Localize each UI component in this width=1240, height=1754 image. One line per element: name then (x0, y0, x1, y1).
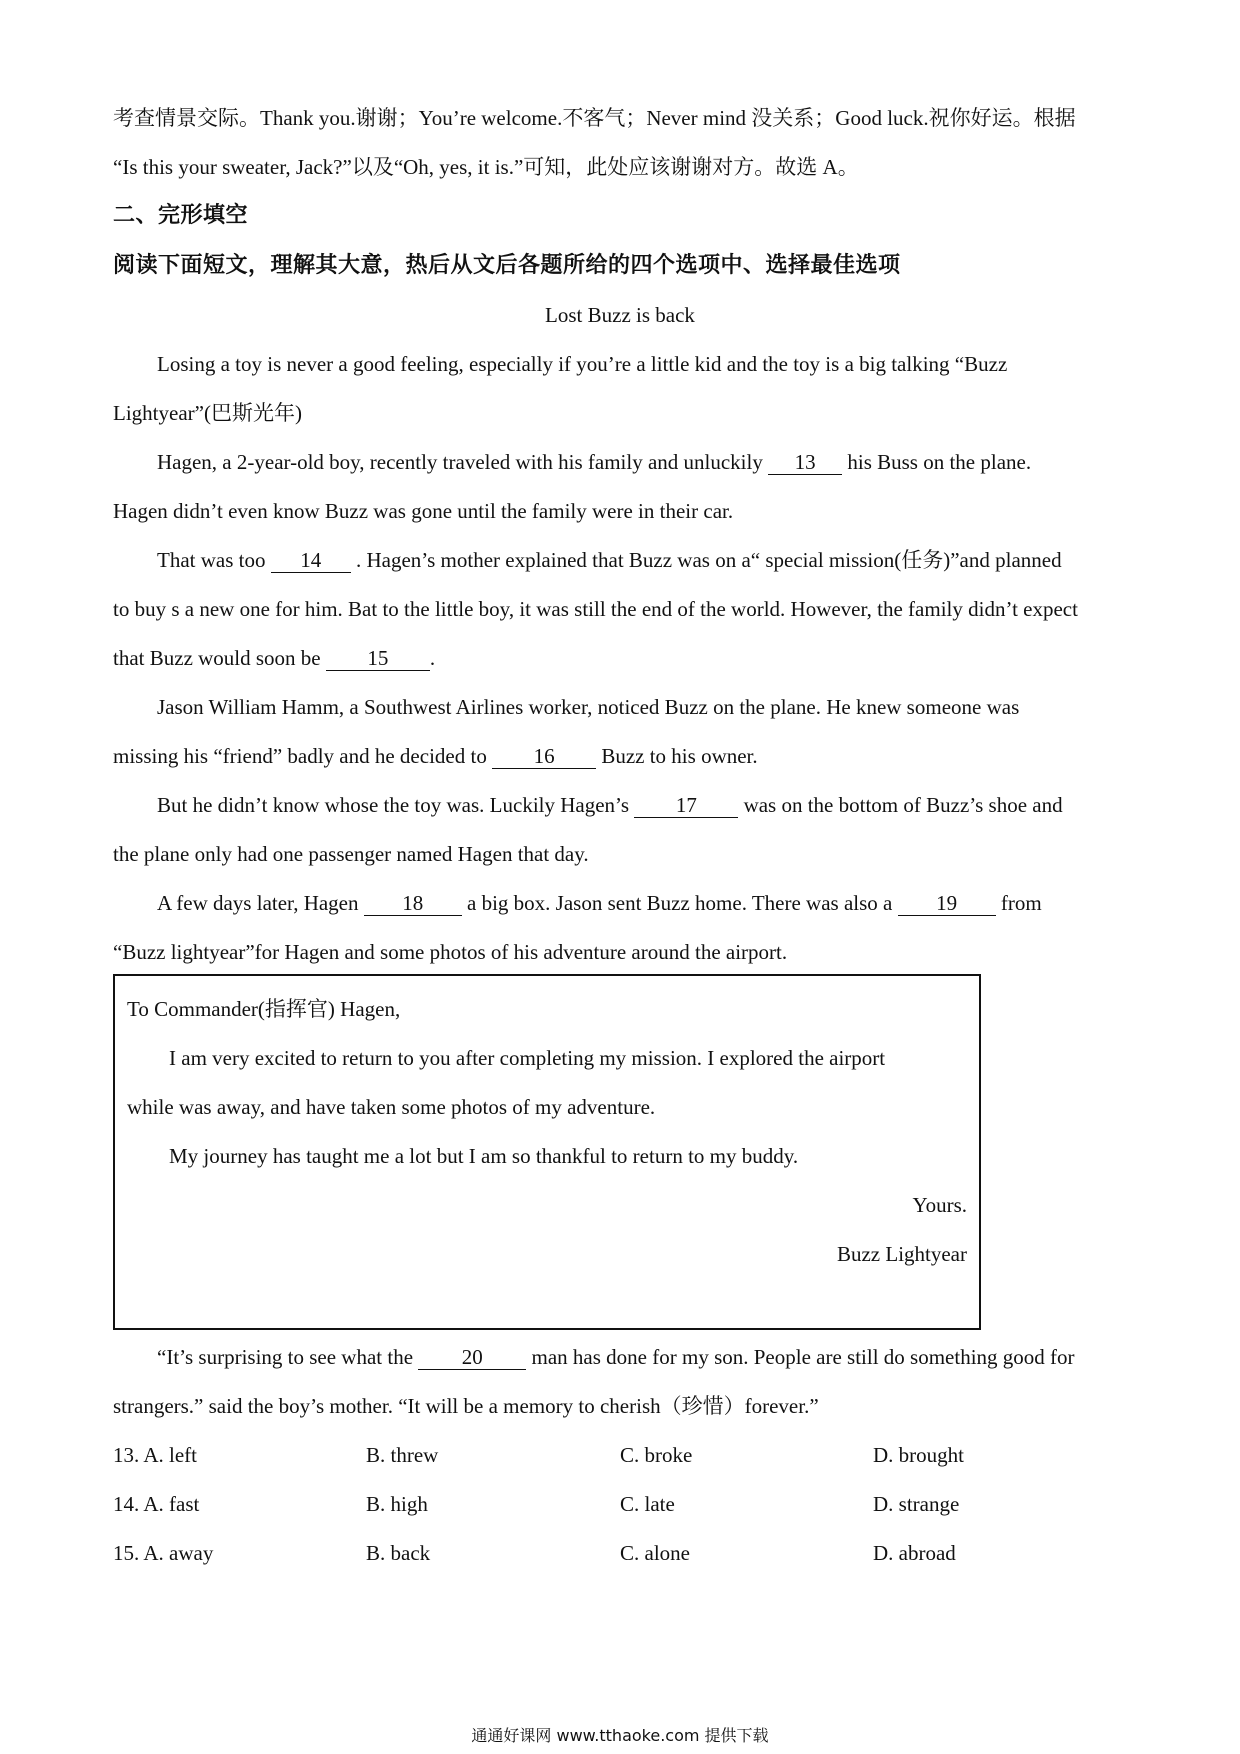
text-segment: “It’s surprising to see what the (157, 1345, 414, 1369)
paragraph-1-line-2: Lightyear”(巴斯光年) (113, 401, 302, 425)
blank-18: 18 (364, 891, 462, 916)
blank-20: 20 (418, 1345, 526, 1370)
paragraph-7-line-1 (157, 1342, 1075, 1372)
paragraph-1-line-1: Losing a toy is never a good feeling, especially if you’re a little kid and the toy is a big talking “Buzz (157, 352, 1008, 376)
text-segment: a big box. Jason sent Buzz home. There was also a (467, 891, 893, 915)
text-segment: from (1000, 891, 1042, 915)
blank-14: 14 (271, 548, 351, 573)
letter-closing: Yours. (912, 1193, 967, 1217)
letter-salutation: To Commander(指挥官) Hagen, (127, 997, 401, 1021)
letter-signature: Buzz Lightyear (836, 1242, 967, 1266)
paragraph-2-line-2: Hagen didn’t even know Buzz was gone until the family were in their car. (113, 499, 734, 523)
paragraph-2-line-1 (157, 447, 1031, 477)
letter-line-3: My journey has taught me a lot but I am so thankful to return to my buddy. (169, 1144, 799, 1168)
text-segment: Hagen, a 2-year-old boy, recently traveled with his family and unluckily (157, 450, 763, 474)
text-segment: was on the bottom of Buzz’s shoe and (743, 793, 1063, 817)
blank-17: 17 (634, 793, 738, 818)
paragraph-3-line-3 (113, 643, 435, 673)
option-d: D. strange (873, 1492, 960, 1516)
instruction: 阅读下面短文，理解其大意，热后从文后各题所给的四个选项中、选择最佳选项 (113, 253, 901, 278)
paragraph-5-line-1 (157, 790, 1063, 820)
option-c: C. late (620, 1492, 675, 1516)
option-b: B. threw (366, 1443, 439, 1467)
option-a: 14. A. fast (113, 1492, 200, 1516)
option-b: B. back (366, 1541, 431, 1565)
letter-line-2: while was away, and have taken some photos of my adventure. (127, 1095, 656, 1119)
text-segment: man has done for my son. People are still do something good for (531, 1345, 1075, 1369)
section-title: 二、完形填空 (113, 203, 249, 228)
blank-13: 13 (768, 450, 842, 475)
page-footer: 通通好课网 www.tthaoke.com 提供下载 (471, 1726, 769, 1745)
text-segment: That was too (157, 548, 266, 572)
text-segment: But he didn’t know whose the toy was. Luckily Hagen’s (157, 793, 630, 817)
text-segment: Buzz to his owner. (601, 744, 758, 768)
letter-box (113, 974, 981, 1330)
paragraph-6-line-2: “Buzz lightyear”for Hagen and some photos of his adventure around the airport. (113, 940, 788, 964)
paragraph-6-line-1 (157, 888, 1042, 918)
paragraph-3-line-1 (157, 545, 1062, 575)
blank-15: 15 (326, 646, 430, 671)
intro-line-1: 考查情景交际。Thank you.谢谢；You’re welcome.不客气；Never mind 没关系；Good luck.祝你好运。根据 (113, 106, 1076, 130)
option-c: C. alone (620, 1541, 690, 1565)
option-a: 13. A. left (113, 1443, 197, 1467)
paragraph-4-line-1: Jason William Hamm, a Southwest Airlines worker, noticed Buzz on the plane. He knew someone was (157, 695, 1020, 719)
text-segment: A few days later, Hagen (157, 891, 359, 915)
paragraph-4-line-2 (113, 741, 758, 771)
option-d: D. brought (873, 1443, 964, 1467)
passage-title: Lost Buzz is back (545, 303, 695, 327)
intro-line-2: “Is this your sweater, Jack?”以及“Oh, yes, it is.”可知，此处应该谢谢对方。故选 A。 (113, 155, 859, 179)
text-segment: that Buzz would soon be (113, 646, 321, 670)
paragraph-3-line-2: to buy s a new one for him. Bat to the little boy, it was still the end of the world. However, the family didn’t expect (113, 597, 1078, 621)
text-segment: missing his “friend” badly and he decided to (113, 744, 487, 768)
paragraph-5-line-2: the plane only had one passenger named Hagen that day. (113, 842, 589, 866)
text-segment: . (429, 646, 436, 670)
letter-line-1: I am very excited to return to you after completing my mission. I explored the airport (169, 1046, 886, 1070)
option-c: C. broke (620, 1443, 693, 1467)
blank-16: 16 (492, 744, 596, 769)
paragraph-7-line-2: strangers.” said the boy’s mother. “It will be a memory to cherish（珍惜）forever.” (113, 1394, 819, 1418)
option-d: D. abroad (873, 1541, 956, 1565)
text-segment: . Hagen’s mother explained that Buzz was on a“ special mission(任务)”and planned (355, 548, 1062, 572)
blank-19: 19 (898, 891, 996, 916)
option-a: 15. A. away (113, 1541, 214, 1565)
text-segment: his Buss on the plane. (847, 450, 1032, 474)
option-b: B. high (366, 1492, 428, 1516)
